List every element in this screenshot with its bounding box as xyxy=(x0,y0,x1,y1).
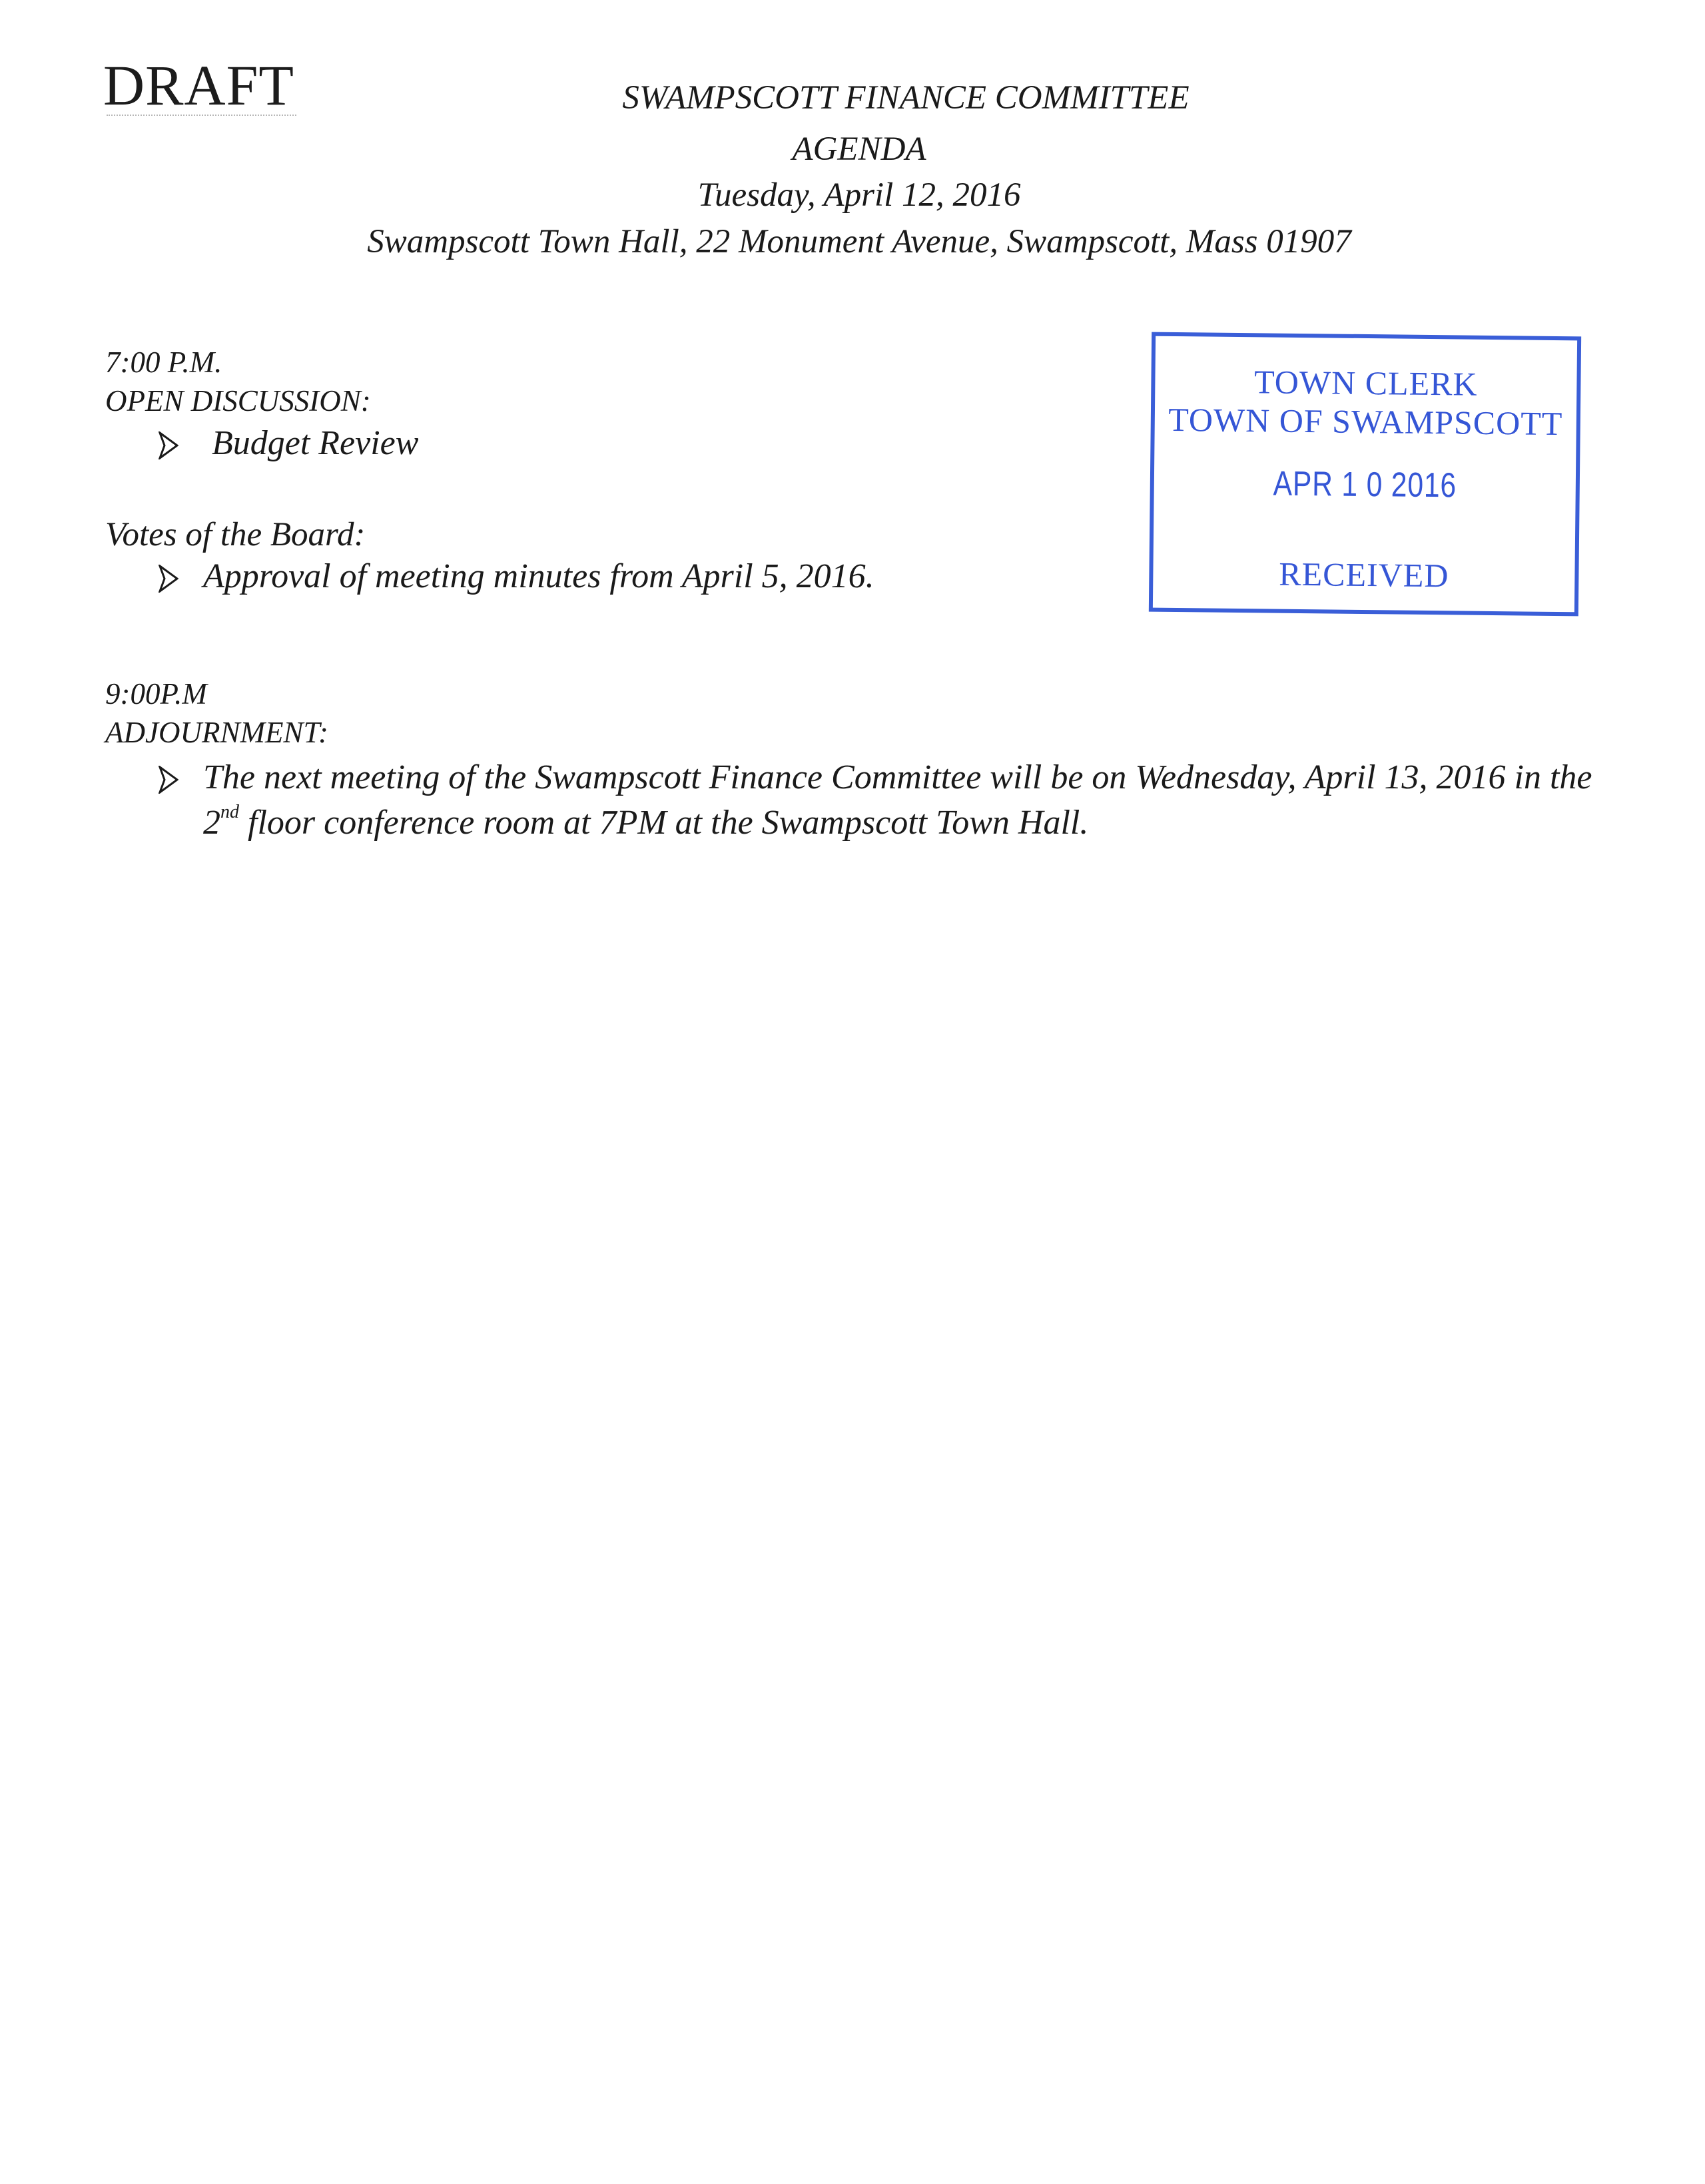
next-meeting-text-part1: The next meeting of the Swampscott Finance Committee will be on Wednesday, April 13, 2016 in the 2 xyxy=(203,758,1592,842)
stamp-received: RECEIVED xyxy=(1279,555,1449,595)
adjournment-heading: ADJOURNMENT: xyxy=(105,716,328,749)
agenda-item-next-meeting xyxy=(203,755,1615,846)
stamp-town-clerk: TOWN CLERK xyxy=(1253,363,1478,403)
agenda-item-approval-minutes: Approval of meeting minutes from April 5, 2016. xyxy=(203,557,874,595)
stamp-town-name: TOWN OF SWAMPSCOTT xyxy=(1168,400,1563,443)
ordinal-suffix: nd xyxy=(220,801,239,822)
arrow-bullet-icon xyxy=(159,565,178,593)
agenda-item-budget-review: Budget Review xyxy=(212,424,419,462)
arrow-bullet-icon xyxy=(159,431,178,459)
next-meeting-text-part2: floor conference room at 7PM at the Swampscott Town Hall. xyxy=(239,804,1089,842)
arrow-bullet-icon xyxy=(159,766,178,794)
draft-label: DRAFT xyxy=(103,53,294,117)
agenda-heading: AGENDA xyxy=(792,131,926,168)
adjournment-time: 9:00P.M xyxy=(105,677,207,710)
stamp-date: APR 1 0 2016 xyxy=(1273,464,1457,505)
committee-title: SWAMPSCOTT FINANCE COMMITTEE xyxy=(622,79,1190,117)
received-stamp xyxy=(1149,332,1581,617)
meeting-date: Tuesday, April 12, 2016 xyxy=(697,176,1021,214)
votes-heading: Votes of the Board: xyxy=(105,516,366,553)
open-discussion-time: 7:00 P.M. xyxy=(105,346,222,379)
open-discussion-heading: OPEN DISCUSSION: xyxy=(105,384,371,417)
meeting-address: Swampscott Town Hall, 22 Monument Avenue, Swampscott, Mass 01907 xyxy=(367,223,1351,260)
